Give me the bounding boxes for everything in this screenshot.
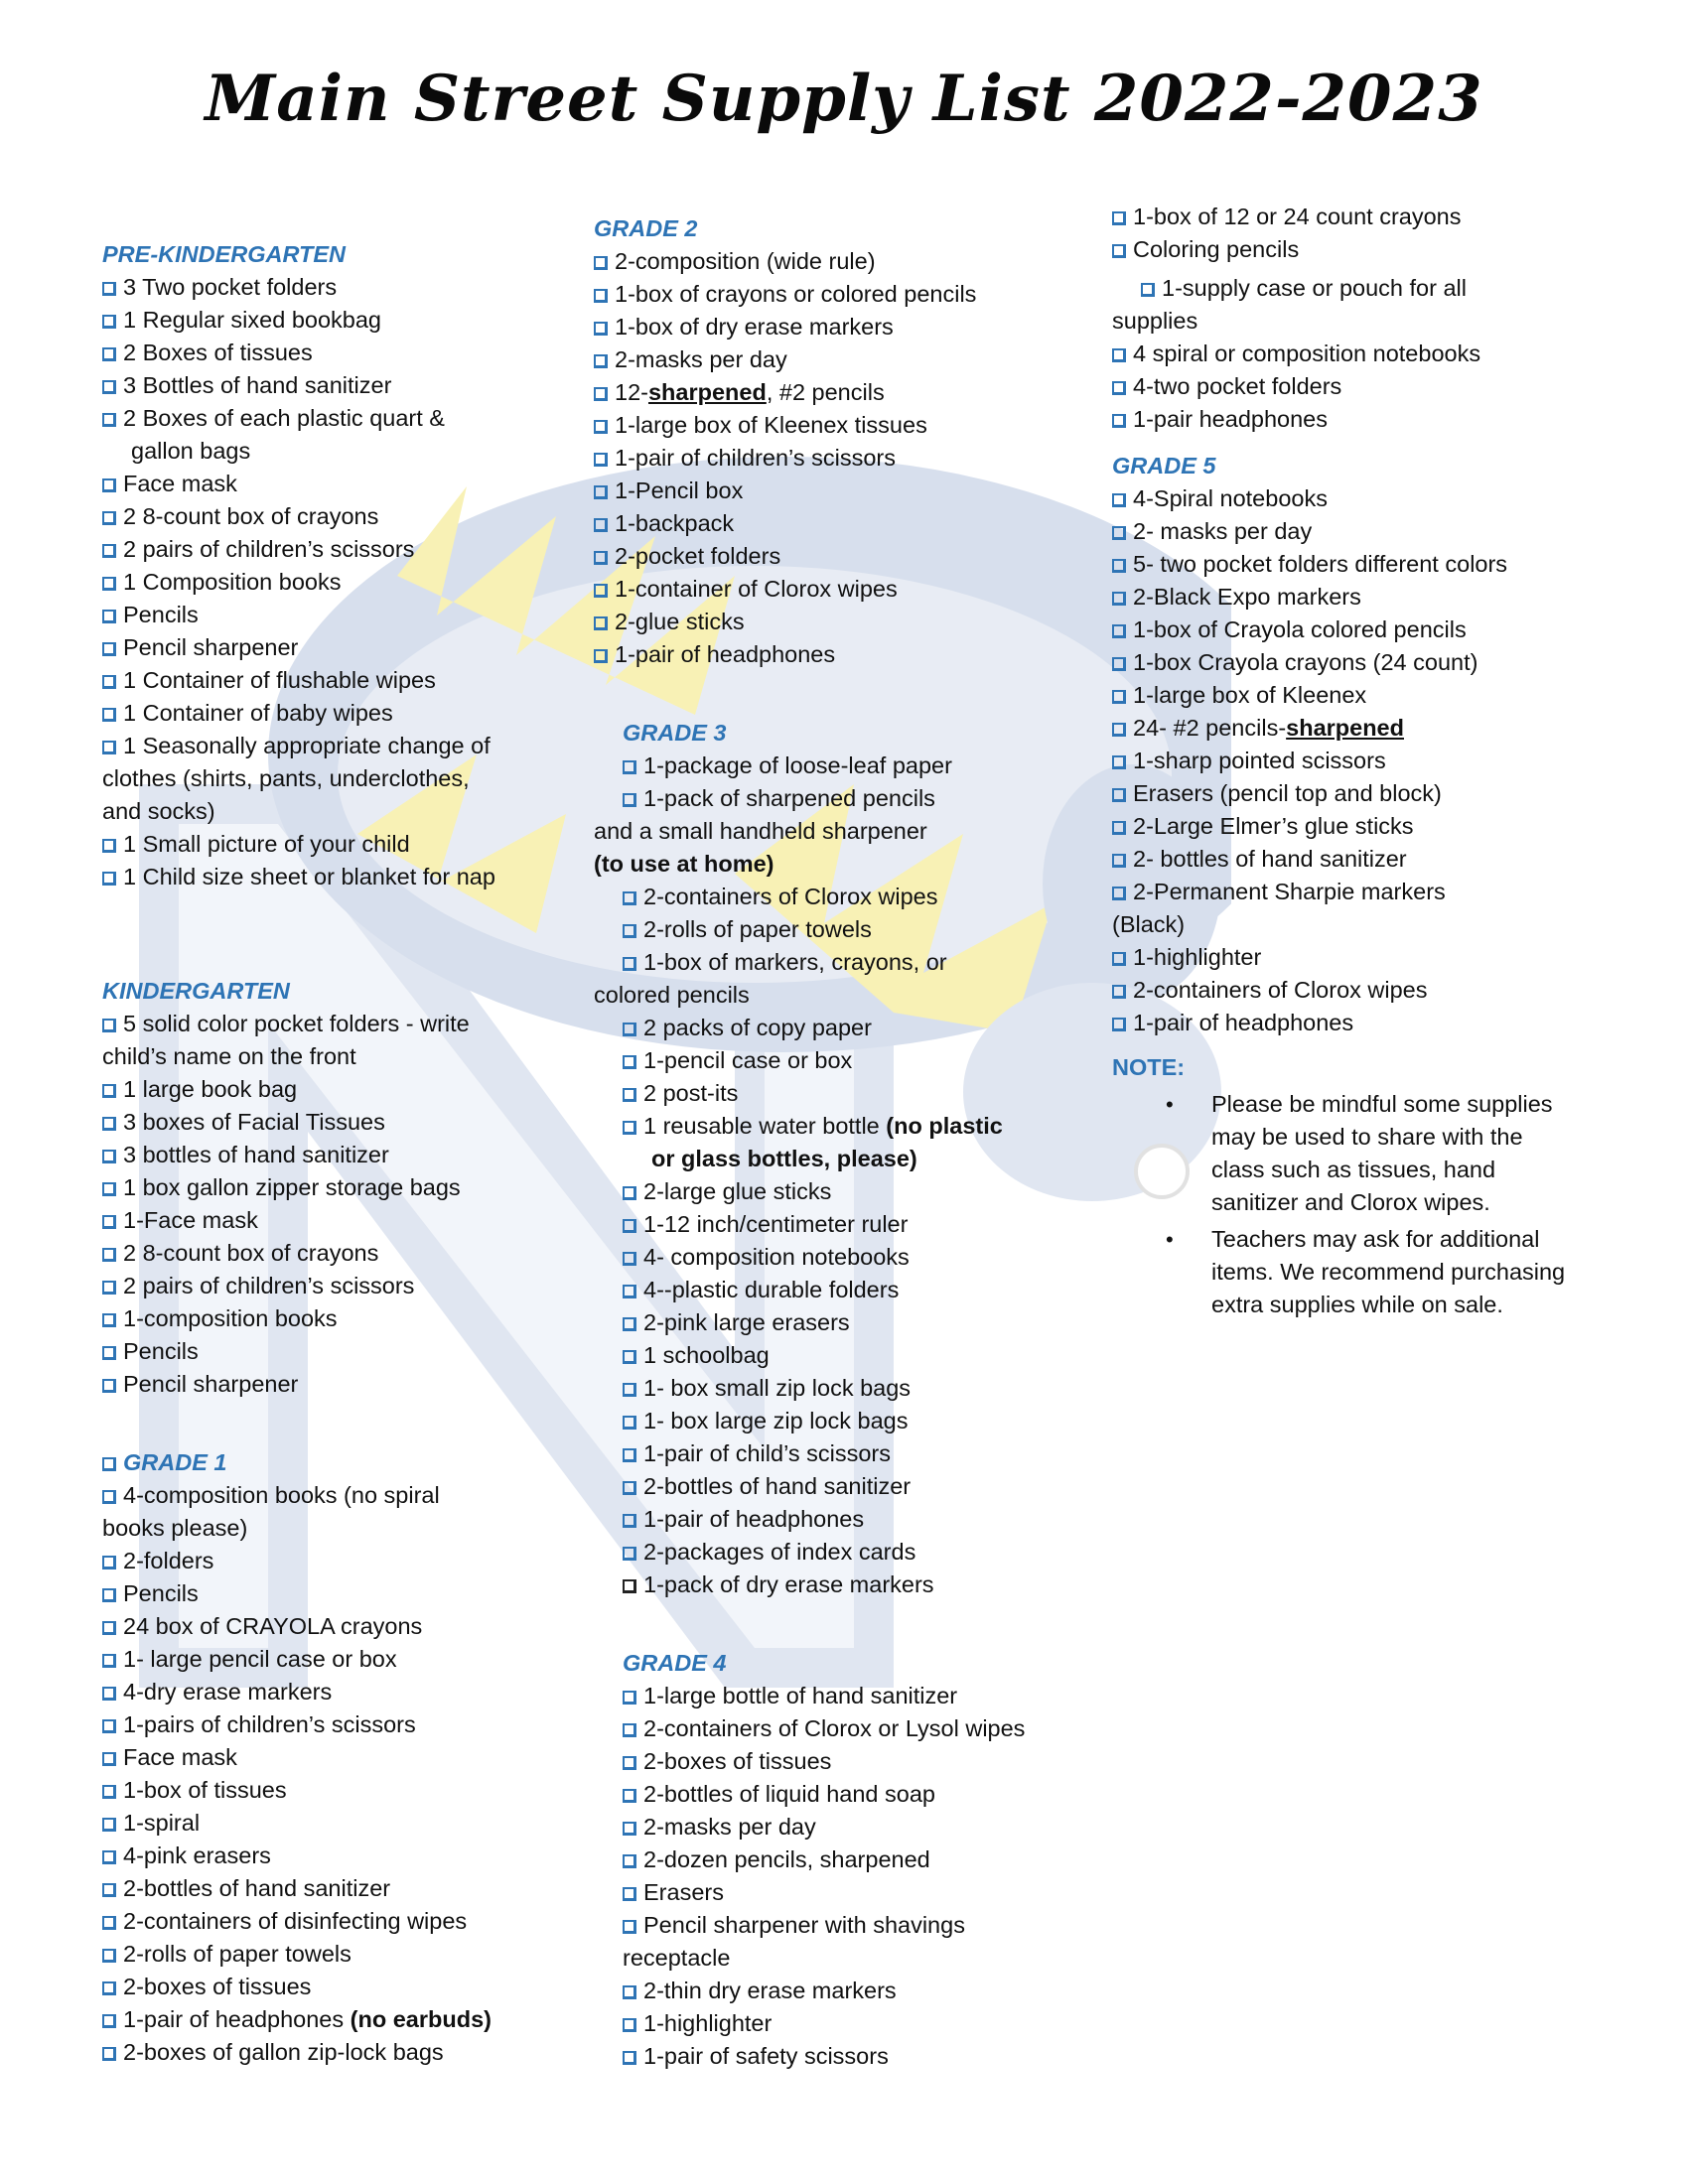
checkbox-icon[interactable] [623, 760, 636, 774]
grade2-heading: GRADE 2 [594, 215, 698, 241]
checkbox-icon[interactable] [623, 1481, 636, 1495]
grade5-heading: GRADE 5 [1112, 453, 1216, 478]
list-item: 3 Two pocket folders [102, 271, 539, 304]
list-item: Erasers [623, 1876, 1090, 1909]
list-item: 1-pair of headphones [594, 638, 1090, 671]
checkbox-icon[interactable] [102, 1916, 116, 1930]
list-item: 2-glue sticks [594, 606, 1090, 638]
checkbox-icon[interactable] [102, 282, 116, 296]
bullet-icon: • [1166, 1227, 1174, 1252]
checkbox-icon[interactable] [594, 551, 608, 565]
list-item: 1 schoolbag [623, 1339, 1090, 1372]
kindergarten-heading: KINDERGARTEN [102, 978, 290, 1004]
checkbox-icon[interactable] [623, 2018, 636, 2032]
checkbox-icon[interactable] [1112, 887, 1126, 900]
grade4-continued-list [1112, 201, 1599, 436]
list-item: 1-pair of child’s scissors [623, 1437, 1090, 1470]
list-item: 1-pack of dry erase markers [623, 1569, 1090, 1601]
checkbox-icon[interactable] [623, 1854, 636, 1868]
checkbox-icon[interactable] [102, 347, 116, 361]
list-item: 2-rolls of paper towels [102, 1938, 539, 1971]
checkbox-icon[interactable] [1112, 690, 1126, 704]
list-item: Pencil sharpener [102, 631, 539, 664]
list-item: 2-pink large erasers [623, 1306, 1090, 1339]
checkbox-icon[interactable] [623, 1023, 636, 1036]
list-item: 2 pairs of children’s scissors [102, 533, 539, 566]
checkbox-icon[interactable] [102, 478, 116, 492]
checkbox-icon[interactable] [623, 2051, 636, 2065]
kindergarten-list [102, 1008, 539, 1401]
list-item: 2-Black Expo markers [1112, 581, 1599, 614]
note-item: • Please be mindful some supplies may be used to share with the class such as tissues, hand sanitizer and Clorox wipes. [1162, 1088, 1599, 1219]
list-item: 2-Permanent Sharpie markers (Black) [1112, 879, 1446, 937]
grade3-section [594, 717, 1090, 2073]
checkbox-icon[interactable] [102, 1182, 116, 1196]
list-item: 5- two pocket folders different colors [1112, 548, 1599, 581]
list-item: 1-pair of headphones [1112, 1007, 1599, 1039]
checkbox-icon[interactable] [102, 1117, 116, 1131]
list-item: 1-supply case or pouch for all supplies [1112, 275, 1467, 334]
list-item: 2 pairs of children’s scissors [102, 1270, 539, 1302]
list-item: 1-pair of headphones (no earbuds) [102, 2003, 539, 2036]
list-item: 1 large book bag [102, 1073, 539, 1106]
list-item: 2 post-its [623, 1077, 1090, 1110]
prek-heading: PRE-KINDERGARTEN [102, 241, 347, 267]
list-item: 4- composition notebooks [623, 1241, 1090, 1274]
grade4-list [623, 1680, 1090, 2073]
list-item: 2 Boxes of each plastic quart & gallon bags [102, 402, 539, 468]
list-item: 1-highlighter [1112, 941, 1599, 974]
checkbox-icon[interactable] [623, 1822, 636, 1836]
list-item: 2-masks per day [594, 343, 1090, 376]
list-item: 1-box of crayons or colored pencils [594, 278, 1090, 311]
list-item: 4-pink erasers [102, 1840, 539, 1872]
checkbox-icon[interactable] [1112, 985, 1126, 999]
checkbox-icon[interactable] [102, 1752, 116, 1766]
list-item: 4-dry erase markers [102, 1676, 539, 1708]
checkbox-icon[interactable] [1112, 755, 1126, 769]
list-item: 1-pencil case or box [623, 1044, 1090, 1077]
checkbox-icon[interactable] [102, 1215, 116, 1229]
checkbox-icon[interactable] [102, 1719, 116, 1733]
list-item: 1 Container of flushable wipes [102, 664, 539, 697]
list-item: 1 Container of baby wipes [102, 697, 539, 730]
checkbox-icon[interactable] [102, 1818, 116, 1832]
checkbox-icon[interactable] [594, 584, 608, 598]
list-item: 1- large pencil case or box [102, 1643, 539, 1676]
checkbox-icon[interactable] [102, 511, 116, 525]
list-item: 2-bottles of hand sanitizer [102, 1872, 539, 1905]
checkbox-icon[interactable] [102, 741, 116, 754]
list-item: Pencil sharpener with shavings receptacle [623, 1912, 965, 1971]
checkbox-icon[interactable] [1112, 381, 1126, 395]
checkbox-icon[interactable] [594, 322, 608, 336]
list-item: 4-Spiral notebooks [1112, 482, 1599, 515]
checkbox-icon[interactable] [102, 1150, 116, 1163]
list-item: 1 box gallon zipper storage bags [102, 1171, 539, 1204]
list-item: Coloring pencils [1112, 233, 1599, 266]
list-item: 1-box of 12 or 24 count crayons [1112, 201, 1599, 233]
checkbox-icon[interactable] [623, 957, 636, 971]
list-item: 1-pack of sharpened pencils and a small handheld sharpener (to use at home) [594, 785, 935, 877]
list-item: 1-box of markers, crayons, or colored pencils [594, 949, 947, 1008]
checkbox-icon[interactable] [623, 1579, 636, 1593]
checkbox-icon[interactable] [623, 1317, 636, 1331]
checkbox-icon[interactable] [1112, 414, 1126, 428]
list-item: 1-large box of Kleenex tissues [594, 409, 1090, 442]
list-item: 2- masks per day [1112, 515, 1599, 548]
checkbox-icon[interactable] [102, 1556, 116, 1570]
note-list [1112, 1088, 1599, 1321]
grade4-heading: GRADE 4 [623, 1650, 727, 1676]
list-item: 1 Small picture of your child [102, 828, 539, 861]
column-1 [102, 238, 539, 2069]
list-item: 1-large bottle of hand sanitizer [623, 1680, 1090, 1712]
checkbox-icon[interactable] [102, 1084, 116, 1098]
list-item: 2-Large Elmer’s glue sticks [1112, 810, 1599, 843]
list-item: 4-two pocket folders [1112, 370, 1599, 403]
list-item: 2-containers of Clorox wipes [1112, 974, 1599, 1007]
checkbox-icon[interactable] [102, 315, 116, 329]
checkbox-icon[interactable] [594, 420, 608, 434]
list-item: Face mask [102, 468, 539, 500]
checkbox-icon[interactable] [102, 1490, 116, 1504]
list-item: 1-sharp pointed scissors [1112, 745, 1599, 777]
list-item: 1-highlighter [623, 2007, 1090, 2040]
checkbox-icon[interactable] [1112, 1018, 1126, 1031]
checkbox-icon[interactable] [1112, 211, 1126, 225]
checkbox-icon[interactable] [623, 1985, 636, 1999]
list-item: Pencil sharpener [102, 1368, 539, 1401]
checkbox-icon[interactable] [1112, 788, 1126, 802]
list-item: 1-pair of safety scissors [623, 2040, 1090, 2073]
checkbox-icon[interactable] [1112, 244, 1126, 258]
list-item: 1-backpack [594, 507, 1090, 540]
checkbox-icon[interactable] [102, 1281, 116, 1295]
list-item: 2 packs of copy paper [623, 1012, 1090, 1044]
checkbox-icon[interactable] [102, 380, 116, 394]
list-item: Erasers (pencil top and block) [1112, 777, 1599, 810]
checkbox-icon[interactable] [102, 2014, 116, 2028]
checkbox-icon[interactable] [102, 1248, 116, 1262]
checkbox-icon[interactable] [102, 1883, 116, 1897]
list-item: 3 boxes of Facial Tissues [102, 1106, 539, 1139]
list-item: 2 Boxes of tissues [102, 337, 539, 369]
list-item: 4 spiral or composition notebooks [1112, 338, 1599, 370]
list-item: 1-pair headphones [1112, 403, 1599, 436]
list-item: 1 Regular sixed bookbag [102, 304, 539, 337]
checkbox-icon[interactable] [102, 1379, 116, 1393]
checkbox-icon[interactable] [594, 387, 608, 401]
list-item: 2-boxes of gallon zip-lock bags [102, 2036, 539, 2069]
checkbox-icon[interactable] [623, 1416, 636, 1430]
list-item: 2-masks per day [623, 1811, 1090, 1843]
list-item: Face mask [102, 1741, 539, 1774]
checkbox-icon[interactable] [102, 1346, 116, 1360]
checkbox-icon[interactable] [623, 1186, 636, 1200]
list-item: 2-pocket folders [594, 540, 1090, 573]
checkbox-icon[interactable] [623, 1920, 636, 1934]
list-item: 1-box Crayola crayons (24 count) [1112, 646, 1599, 679]
list-item: Pencils [102, 1335, 539, 1368]
list-item: 2-bottles of liquid hand soap [623, 1778, 1090, 1811]
list-item: Pencils [102, 599, 539, 631]
checkbox-icon[interactable] [623, 891, 636, 905]
list-item: 5 solid color pocket folders - write child’s name on the front [102, 1011, 470, 1069]
checkbox-icon[interactable] [1112, 624, 1126, 638]
checkbox-icon[interactable] [102, 1785, 116, 1799]
checkbox-icon[interactable] [102, 1621, 116, 1635]
checkbox-icon[interactable] [1112, 559, 1126, 573]
list-item: 1 Seasonally appropriate change of clothes (shirts, pants, underclothes, and socks) [102, 733, 491, 824]
list-item: 1- box small zip lock bags [623, 1372, 1090, 1405]
checkbox-icon[interactable] [102, 577, 116, 591]
checkbox-icon[interactable] [623, 1723, 636, 1737]
list-item: 24- #2 pencils-sharpened [1112, 712, 1599, 745]
list-item: 2-composition (wide rule) [594, 245, 1090, 278]
list-item: 1-pair of children’s scissors [594, 442, 1090, 475]
checkbox-icon[interactable] [102, 544, 116, 558]
checkbox-icon[interactable] [594, 453, 608, 467]
checkbox-icon[interactable] [102, 1313, 116, 1327]
checkbox-icon[interactable] [594, 485, 608, 499]
list-item: 2-boxes of tissues [102, 1971, 539, 2003]
list-item: 1 Composition books [102, 566, 539, 599]
checkbox-icon[interactable] [102, 610, 116, 623]
grade3-list [594, 750, 1090, 1601]
note-item: • Teachers may ask for additional items. We recommend purchasing extra supplies while on sale. [1162, 1223, 1599, 1321]
checkbox-icon[interactable] [623, 924, 636, 938]
list-item: 1-pairs of children’s scissors [102, 1708, 539, 1741]
checkbox-icon[interactable] [102, 675, 116, 689]
list-item: 1-Face mask [102, 1204, 539, 1237]
list-item: 3 Bottles of hand sanitizer [102, 369, 539, 402]
list-item: 2-folders [102, 1545, 539, 1577]
list-item: 1 reusable water bottle (no plastic or glass bottles, please) [623, 1110, 1090, 1175]
checkbox-icon[interactable] [1112, 493, 1126, 507]
list-item: 1-composition books [102, 1302, 539, 1335]
checkbox-icon[interactable] [102, 1588, 116, 1602]
checkbox-icon[interactable] [102, 872, 116, 886]
list-item: 3 bottles of hand sanitizer [102, 1139, 539, 1171]
checkbox-icon[interactable] [623, 1121, 636, 1135]
list-item: 1-container of Clorox wipes [594, 573, 1090, 606]
checkbox-icon[interactable] [102, 413, 116, 427]
checkbox-icon[interactable] [623, 1691, 636, 1705]
list-item: 1 Child size sheet or blanket for nap [102, 861, 539, 893]
grade5-list [1112, 482, 1599, 1039]
checkbox-icon[interactable] [623, 1285, 636, 1298]
list-item: 1-12 inch/centimeter ruler [623, 1208, 1090, 1241]
checkbox-icon[interactable] [623, 793, 636, 807]
checkbox-icon[interactable] [594, 616, 608, 630]
list-item: 24 box of CRAYOLA crayons [102, 1610, 539, 1643]
checkbox-icon[interactable] [102, 1850, 116, 1864]
list-item: 4-composition books (no spiral books please) [102, 1482, 440, 1541]
prek-list [102, 271, 539, 893]
checkbox-icon[interactable] [623, 1789, 636, 1803]
list-item: 1-large box of Kleenex [1112, 679, 1599, 712]
list-item: 2-containers of disinfecting wipes [102, 1905, 539, 1938]
list-item: 1-spiral [102, 1807, 539, 1840]
checkbox-icon[interactable] [102, 1019, 116, 1032]
checkbox-icon[interactable] [1112, 657, 1126, 671]
checkbox-icon[interactable] [102, 1687, 116, 1701]
note-heading: NOTE: [1112, 1054, 1186, 1080]
checkbox-icon[interactable] [102, 2047, 116, 2061]
checkbox-icon[interactable] [623, 1547, 636, 1561]
list-item: 2-containers of Clorox wipes [623, 881, 1090, 913]
checkbox-icon[interactable] [623, 1756, 636, 1770]
checkbox-icon[interactable] [102, 1457, 116, 1471]
list-item: 1-box of Crayola colored pencils [1112, 614, 1599, 646]
column-2 [594, 212, 1090, 2073]
checkbox-icon[interactable] [623, 1350, 636, 1364]
checkbox-icon[interactable] [623, 1514, 636, 1528]
checkbox-icon[interactable] [623, 1887, 636, 1901]
checkbox-icon[interactable] [1112, 854, 1126, 868]
checkbox-icon[interactable] [594, 649, 608, 663]
checkbox-icon[interactable] [102, 1981, 116, 1995]
checkbox-icon[interactable] [102, 642, 116, 656]
list-item: 1-Pencil box [594, 475, 1090, 507]
list-item: 2-large glue sticks [623, 1175, 1090, 1208]
list-item: 1-pair of headphones [623, 1503, 1090, 1536]
list-item: 2-containers of Clorox or Lysol wipes [623, 1712, 1090, 1745]
checkbox-icon[interactable] [1112, 952, 1126, 966]
checkbox-icon[interactable] [623, 1055, 636, 1069]
checkbox-icon[interactable] [1112, 526, 1126, 540]
checkbox-icon[interactable] [1112, 592, 1126, 606]
list-item: 1-box of tissues [102, 1774, 539, 1807]
list-item: 1- box large zip lock bags [623, 1405, 1090, 1437]
checkbox-icon[interactable] [102, 1949, 116, 1963]
list-item: 4--plastic durable folders [623, 1274, 1090, 1306]
bullet-icon: • [1166, 1092, 1174, 1117]
checkbox-icon[interactable] [623, 1088, 636, 1102]
list-item: Pencils [102, 1577, 539, 1610]
checkbox-icon[interactable] [1112, 348, 1126, 362]
checkbox-icon[interactable] [623, 1383, 636, 1397]
grade3-heading: GRADE 3 [623, 720, 727, 746]
list-item: 1-box of dry erase markers [594, 311, 1090, 343]
checkbox-icon[interactable] [1112, 821, 1126, 835]
grade1-heading: GRADE 1 [102, 1446, 539, 1479]
checkbox-icon[interactable] [594, 518, 608, 532]
checkbox-icon[interactable] [102, 1654, 116, 1668]
checkbox-icon[interactable] [1141, 283, 1155, 297]
checkbox-icon[interactable] [623, 1252, 636, 1266]
grade1-list [102, 1479, 539, 2069]
list-item: 2-packages of index cards [623, 1536, 1090, 1569]
list-item: 2 8-count box of crayons [102, 1237, 539, 1270]
checkbox-icon[interactable] [594, 354, 608, 368]
list-item: 12-sharpened, #2 pencils [594, 376, 1090, 409]
checkbox-icon[interactable] [102, 839, 116, 853]
list-item: 2 8-count box of crayons [102, 500, 539, 533]
list-item: 2-rolls of paper towels [623, 913, 1090, 946]
list-item: 2-dozen pencils, sharpened [623, 1843, 1090, 1876]
checkbox-icon[interactable] [594, 256, 608, 270]
checkbox-icon[interactable] [623, 1448, 636, 1462]
list-item: 2-bottles of hand sanitizer [623, 1470, 1090, 1503]
page-title: Main Street Supply List 2022-2023 [205, 62, 1483, 136]
list-item: 2-boxes of tissues [623, 1745, 1090, 1778]
list-item: 2- bottles of hand sanitizer [1112, 843, 1599, 876]
checkbox-icon[interactable] [623, 1219, 636, 1233]
checkbox-icon[interactable] [594, 289, 608, 303]
grade2-list [594, 245, 1090, 671]
column-3 [1112, 201, 1599, 1325]
list-item: 2-thin dry erase markers [623, 1975, 1090, 2007]
checkbox-icon[interactable] [1112, 723, 1126, 737]
list-item: 1-package of loose-leaf paper [623, 750, 1090, 782]
checkbox-icon[interactable] [102, 708, 116, 722]
